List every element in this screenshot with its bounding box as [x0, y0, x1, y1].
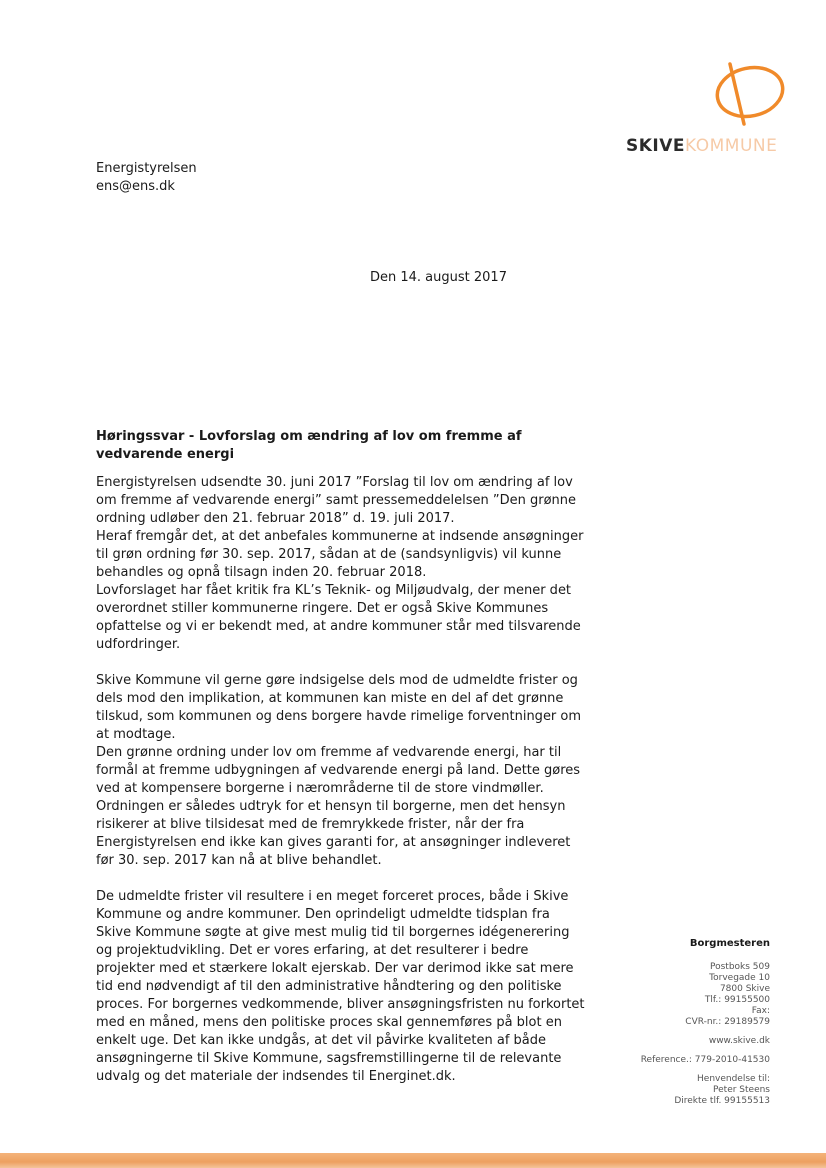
sender-postbox: Postboks 509	[710, 962, 770, 972]
sender-org: Borgmesteren	[689, 938, 770, 949]
contact-phone: Direkte tlf. 99155513	[674, 1096, 770, 1106]
logo-word-kommune: KOMMUNE	[685, 136, 778, 156]
body-paragraph: Heraf fremgår det, at det anbefales kommunerne at indsende ansøgninger til grøn ordning før 30. sep. 2017, sådan at de (sandsynligvis) vil kunne behandles og opnå tilsagn inden 20. februar 2018.	[96, 529, 584, 580]
body-paragraph: Den grønne ordning under lov om fremme af vedvarende energi, har til formål at fremme udbygningen af vedvarende energi på land. Dette gøres ved at kompensere borgerne i nærområderne til de store vindmøller. Ordningen er således udtryk for et hensyn til borgerne, men det hensyn risikerer at blive tilsidesat med de fremrykkede frister, når der fra Energistyrelsen end ikke kan gives garanti for, at ansøgninger indleveret før 30. sep. 2017 kan nå at blive behandlet.	[96, 745, 581, 868]
recipient-name: Energistyrelsen	[96, 161, 197, 176]
letter-date: Den 14. august 2017	[370, 270, 507, 285]
contact-name: Peter Steens	[713, 1085, 770, 1095]
body-paragraph: Lovforslaget har fået kritik fra KL’s Teknik- og Miljøudvalg, der mener det overordnet stiller kommunerne ringere. Det er også Skive Kommunes opfattelse og vi er bekendt med, at andre kommuner står med tilsvarende udfordringer.	[96, 583, 581, 652]
logo-emblem-icon	[700, 58, 790, 134]
letter-body	[96, 474, 588, 1086]
sender-fax: Fax:	[751, 1006, 770, 1016]
recipient-address	[96, 160, 197, 196]
sender-phone: Tlf.: 99155500	[704, 995, 770, 1005]
reference-number: Reference.: 779-2010-41530	[640, 1055, 770, 1065]
logo-wordmark	[626, 136, 777, 156]
body-paragraph: Energistyrelsen udsendte 30. juni 2017 ”Forslag til lov om ændring af lov om fremme af vedvarende energi” samt pressemeddelelsen ”Den grønne ordning udløber den 21. februar 2018” d. 19. juli 2017.	[96, 475, 577, 526]
sender-city: 7800 Skive	[719, 984, 770, 994]
logo-word-skive: SKIVE	[626, 136, 686, 156]
contact-label: Henvendelse til:	[697, 1074, 770, 1084]
sender-website: www.skive.dk	[708, 1036, 770, 1046]
skive-kommune-logo	[620, 58, 790, 158]
sender-cvr: CVR-nr.: 29189579	[685, 1017, 770, 1027]
sender-sidebar	[570, 938, 770, 1107]
sender-street: Torvegade 10	[709, 973, 770, 983]
footer-color-bar	[0, 1153, 826, 1168]
body-paragraph: De udmeldte frister vil resultere i en meget forceret proces, både i Skive Kommune og andre kommuner. Den oprindeligt udmeldte tidsplan fra Skive Kommune søgte at give mest mulig tid til borgernes idégenerering og projektudvikling. Det er vores erfaring, at det resulterer i bedre projekter med et stærkere lokalt ejerskab. Der var derimod ikke sat mere tid end nødvendigt af til den administrative håndtering og den politiske proces. For borgernes vedkommende, bliver ansøgningsfristen nu forkortet med en måned, mens den politiske proces skal gennemføres på blot en enkelt uge. Det kan ikke undgås, at det vil påvirke kvaliteten af både ansøgningerne til Skive Kommune, sagsfremstillingerne til de relevante udvalg og det materiale der indsendes til Energinet.dk.	[96, 889, 585, 1084]
letter-title: Høringssvar - Lovforslag om ændring af lov om fremme af vedvarende energi	[96, 429, 522, 462]
recipient-email: ens@ens.dk	[96, 179, 175, 194]
body-paragraph: Skive Kommune vil gerne gøre indsigelse dels mod de udmeldte frister og dels mod den implikation, at kommunen kan miste en del af det grønne tilskud, som kommunen og dens borgere havde rimelige forventninger om at modtage.	[96, 673, 582, 742]
